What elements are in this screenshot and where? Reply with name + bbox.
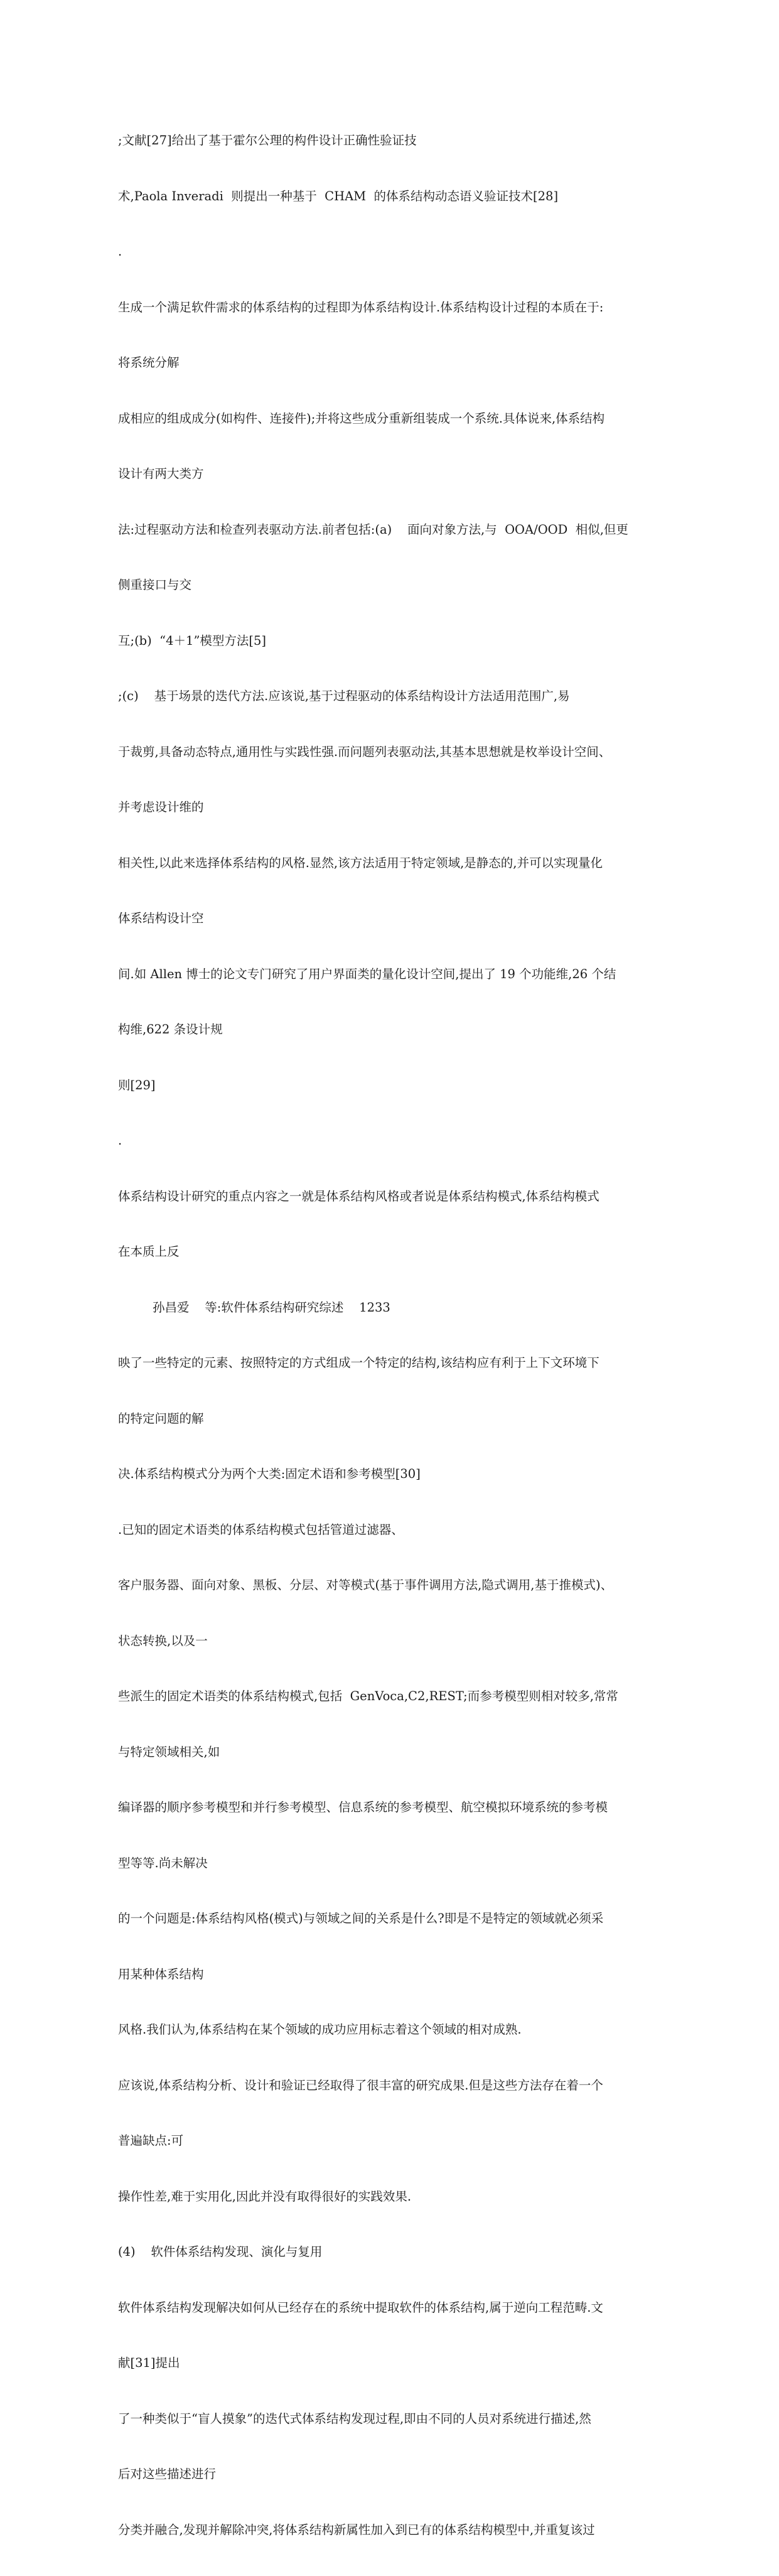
text-line: 软件体系结构发现解决如何从已经存在的系统中提取软件的体系结构,属于逆向工程范畴.文 xyxy=(118,2300,603,2315)
text-line: 将系统分解 xyxy=(118,355,180,370)
text-line: . xyxy=(118,244,122,259)
text-line: 体系结构设计研究的重点内容之一就是体系结构风格或者说是体系结构模式,体系结构模式 xyxy=(118,1188,599,1204)
text-line: 操作性差,难于实用化,因此并没有取得很好的实践效果. xyxy=(118,2189,412,2204)
text-line: 了一种类似于“盲人摸象”的迭代式体系结构发现过程,即由不同的人员对系统进行描述,然 xyxy=(118,2411,591,2426)
section-heading: (4) 软件体系结构发现、演化与复用 xyxy=(118,2245,323,2259)
text-line: 成相应的组成成分(如构件、连接件);并将这些成分重新组装成一个系统.具体说来,体系结构 xyxy=(118,411,605,426)
text-line: 相关性,以此来选择体系结构的风格.显然,该方法适用于特定领域,是静态的,并可以实现量化 xyxy=(118,855,603,870)
text-line: 体系结构设计空 xyxy=(118,911,204,925)
text-line: 侧重接口与交 xyxy=(118,578,192,592)
text-line: 风格.我们认为,体系结构在某个领域的成功应用标志着这个领域的相对成熟. xyxy=(118,2022,522,2037)
text-line: 的特定问题的解 xyxy=(118,1411,204,1426)
text-line: 些派生的固定术语类的体系结构模式,包括 GenVoca,C2,REST;而参考模型则相对较多,常常 xyxy=(118,1689,618,1703)
text-line: 编译器的顺序参考模型和并行参考模型、信息系统的参考模型、航空模拟环境系统的参考模 xyxy=(118,1800,608,1814)
text-line: .已知的固定术语类的体系结构模式包括管道过滤器、 xyxy=(118,1522,404,1537)
text-line: 决.体系结构模式分为两个大类:固定术语和参考模型[30] xyxy=(118,1467,421,1481)
text-line: 设计有两大类方 xyxy=(118,466,204,481)
text-line: 在本质上反 xyxy=(118,1244,180,1259)
text-line: 的一个问题是:体系结构风格(模式)与领域之间的关系是什么?即是不是特定的领域就必须采 xyxy=(118,1911,604,1926)
text-line: 并考虑设计维的 xyxy=(118,800,204,814)
text-line: 普遍缺点:可 xyxy=(118,2133,184,2148)
body-text xyxy=(118,94,670,2576)
text-line: 生成一个满足软件需求的体系结构的过程即为体系结构设计.体系结构设计过程的本质在于: xyxy=(118,299,604,315)
text-line: 于裁剪,具备动态特点,通用性与实践性强.而问题列表驱动法,其基本思想就是枚举设计空间、 xyxy=(118,744,611,759)
text-line: 客户服务器、面向对象、黑板、分层、对等模式(基于事件调用方法,隐式调用,基于推模式)、 xyxy=(118,1578,613,1592)
text-line: 则[29] xyxy=(118,1077,156,1092)
text-line: 构维,622 条设计规 xyxy=(118,1022,223,1037)
text-line: 间.如 Allen 博士的论文专门研究了用户界面类的量化设计空间,提出了 19 个功能维,26 个结 xyxy=(118,966,616,981)
text-line: 映了一些特定的元素、按照特定的方式组成一个特定的结构,该结构应有利于上下文环境下 xyxy=(118,1355,599,1370)
text-line: 法:过程驱动方法和检查列表驱动方法.前者包括:(a) 面向对象方法,与 OOA/OOD 相似,但更 xyxy=(118,522,628,537)
text-line: 分类并融合,发现并解除冲突,将体系结构新属性加入到已有的体系结构模型中,并重复该过 xyxy=(118,2522,595,2537)
text-line: 用某种体系结构 xyxy=(118,1966,204,1981)
text-line: 术,Paola Inveradi 则提出一种基于 CHAM 的体系结构动态语义验证技术[28] xyxy=(118,188,559,203)
text-line: 献[31]提出 xyxy=(118,2356,180,2370)
text-line: 应该说,体系结构分析、设计和验证已经取得了很丰富的研究成果.但是这些方法存在着一个 xyxy=(118,2078,603,2093)
text-line: 互;(b) “4＋1”模型方法[5] xyxy=(118,633,267,648)
text-line: ;文献[27]给出了基于霍尔公理的构件设计正确性验证技 xyxy=(118,133,417,148)
text-line: 型等等.尚未解决 xyxy=(118,1855,208,1870)
text-line: 后对这些描述进行 xyxy=(118,2467,217,2481)
text-line: ;(c) 基于场景的迭代方法.应该说,基于过程驱动的体系结构设计方法适用范围广,易 xyxy=(118,689,570,703)
text-line: . xyxy=(118,1133,122,1148)
text-line: 与特定领域相关,如 xyxy=(118,1744,220,1759)
text-line: 状态转换,以及一 xyxy=(118,1633,208,1648)
running-header: 孙昌爱 等:软件体系结构研究综述 1233 xyxy=(153,1300,390,1315)
